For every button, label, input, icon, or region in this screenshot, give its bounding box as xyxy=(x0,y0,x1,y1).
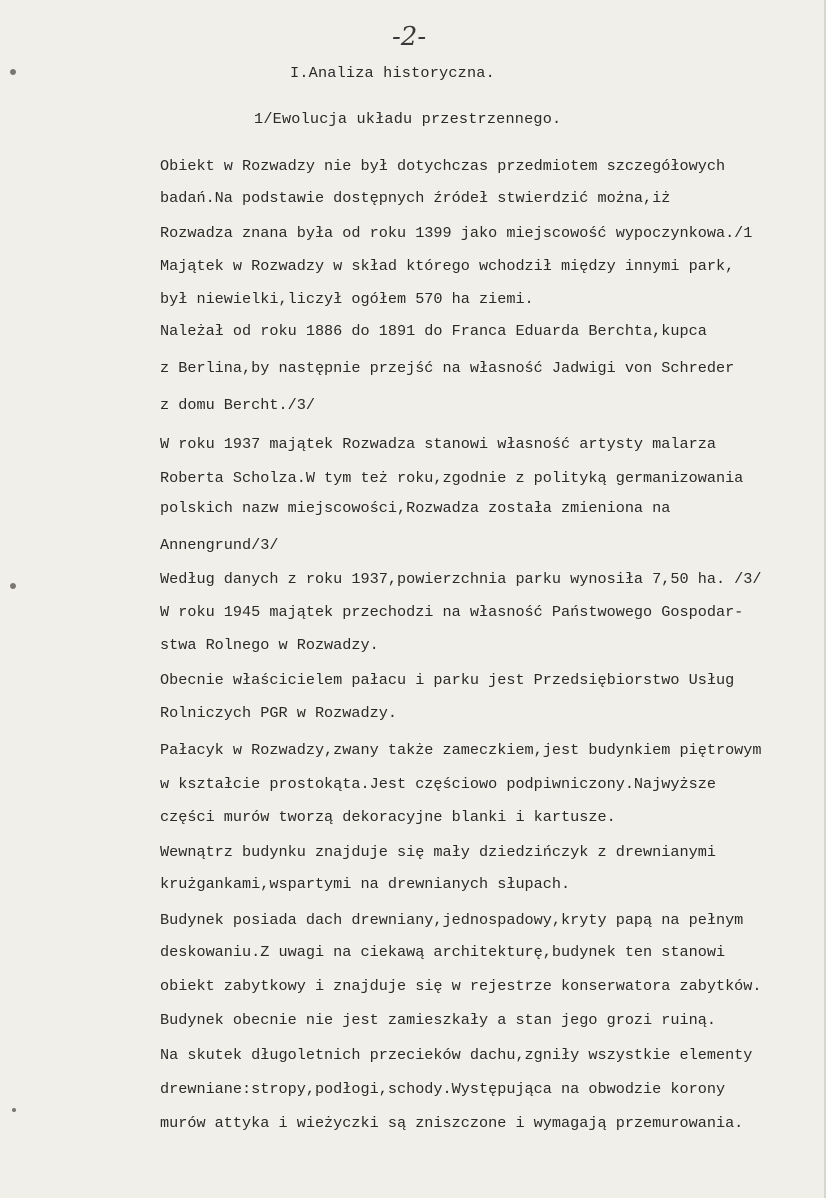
text-line: krużgankami,wspartymi na drewnianych słupach. xyxy=(160,875,571,893)
text-line: Obecnie właścicielem pałacu i parku jest Przedsiębiorstwo Usług xyxy=(160,671,735,689)
text-line: Należał od roku 1886 do 1891 do Franca Eduarda Berchta,kupca xyxy=(160,322,707,340)
text-line: z domu Bercht./3/ xyxy=(160,396,315,414)
text-line: stwa Rolnego w Rozwadzy. xyxy=(160,636,379,654)
text-line: W roku 1945 majątek przechodzi na własność Państwowego Gospodar- xyxy=(160,603,744,621)
text-line: drewniane:stropy,podłogi,schody.Występująca na obwodzie korony xyxy=(160,1080,726,1098)
text-line: w kształcie prostokąta.Jest częściowo podpiwniczony.Najwyższe xyxy=(160,775,716,793)
text-line: Pałacyk w Rozwadzy,zwany także zameczkiem,jest budynkiem piętrowym xyxy=(160,741,762,759)
text-line: deskowaniu.Z uwagi na ciekawą architekturę,budynek ten stanowi xyxy=(160,943,726,961)
text-line: Rolniczych PGR w Rozwadzy. xyxy=(160,704,397,722)
text-line: Rozwadza znana była od roku 1399 jako miejscowość wypoczynkowa./1 xyxy=(160,224,753,242)
punch-hole-mark xyxy=(10,69,16,75)
punch-hole-mark xyxy=(12,1108,16,1112)
text-line: obiekt zabytkowy i znajduje się w rejestrze konserwatora zabytków. xyxy=(160,977,762,995)
subsection-title: 1/Ewolucja układu przestrzennego. xyxy=(254,110,562,128)
punch-hole-mark xyxy=(10,583,16,589)
text-line: z Berlina,by następnie przejść na własność Jadwigi von Schreder xyxy=(160,359,735,377)
text-line: Na skutek długoletnich przecieków dachu,zgniły wszystkie elementy xyxy=(160,1046,753,1064)
text-line: Budynek obecnie nie jest zamieszkały a stan jego grozi ruiną. xyxy=(160,1011,716,1029)
text-line: Budynek posiada dach drewniany,jednospadowy,kryty papą na pełnym xyxy=(160,911,744,929)
text-line: Obiekt w Rozwadzy nie był dotychczas przedmiotem szczegółowych xyxy=(160,157,726,175)
text-line: murów attyka i wieżyczki są zniszczone i wymagają przemurowania. xyxy=(160,1114,744,1132)
text-line: Annengrund/3/ xyxy=(160,536,279,554)
text-line: Wewnątrz budynku znajduje się mały dziedzińczyk z drewnianymi xyxy=(160,843,716,861)
page-number: -2- xyxy=(392,22,427,52)
text-line: Według danych z roku 1937,powierzchnia parku wynosiła 7,50 ha. /3/ xyxy=(160,570,762,588)
text-line: części murów tworzą dekoracyjne blanki i kartusze. xyxy=(160,808,616,826)
text-line: Roberta Scholza.W tym też roku,zgodnie z polityką germanizowania xyxy=(160,469,744,487)
text-line: polskich nazw miejscowości,Rozwadza została zmieniona na xyxy=(160,499,671,517)
text-line: badań.Na podstawie dostępnych źródeł stwierdzić można,iż xyxy=(160,189,671,207)
text-line: był niewielki,liczył ogółem 570 ha ziemi. xyxy=(160,290,534,308)
text-line: Majątek w Rozwadzy w skład którego wchodził między innymi park, xyxy=(160,257,735,275)
text-line: W roku 1937 majątek Rozwadza stanowi własność artysty malarza xyxy=(160,435,716,453)
section-title: I.Analiza historyczna. xyxy=(290,64,495,82)
